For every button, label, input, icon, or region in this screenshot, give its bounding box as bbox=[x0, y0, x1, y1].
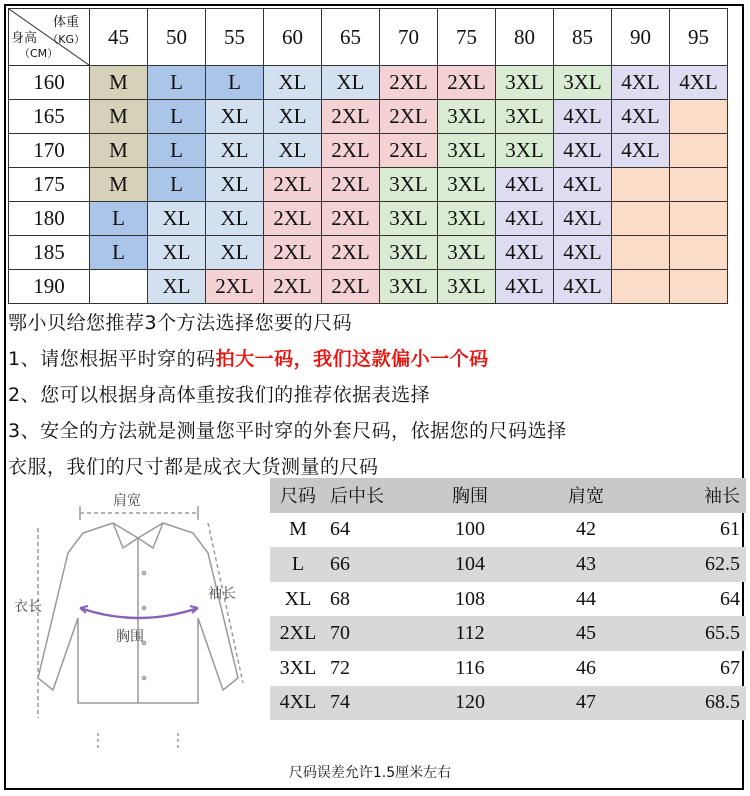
measurement-row bbox=[270, 513, 746, 548]
size-cell: 3XL bbox=[496, 134, 554, 168]
size-cell: 3XL bbox=[380, 236, 438, 270]
measurement-cell: 3XL bbox=[279, 656, 317, 679]
measurement-cell: 100 bbox=[455, 518, 485, 541]
size-cell: 4XL bbox=[496, 202, 554, 236]
size-cell: XL bbox=[322, 66, 380, 100]
size-cell: XL bbox=[264, 66, 322, 100]
measurement-cell: 112 bbox=[418, 616, 522, 651]
size-cell: 4XL bbox=[670, 66, 728, 100]
instruction-1-highlight: 拍大一码，我们这款偏小一个码 bbox=[215, 348, 489, 370]
measurement-cell: 47 bbox=[522, 686, 650, 721]
size-cell: L bbox=[90, 202, 148, 236]
measurement-cell: 120 bbox=[418, 686, 522, 721]
size-cell: XL bbox=[206, 100, 264, 134]
measurement-cell: 46 bbox=[576, 656, 596, 679]
size-cell: XL bbox=[206, 168, 264, 202]
weight-col-header: 80 bbox=[496, 9, 554, 66]
col-size: 尺码 bbox=[270, 478, 326, 513]
size-cell: 2XL bbox=[322, 100, 380, 134]
size-cell bbox=[612, 168, 670, 202]
measurement-row bbox=[270, 547, 746, 582]
size-cell: M bbox=[90, 168, 148, 202]
size-cell: XL bbox=[148, 202, 206, 236]
grid-row bbox=[9, 236, 728, 270]
instruction-2: 2、您可以根据身高体重按我们的推荐依据表选择 bbox=[8, 384, 431, 406]
weight-col-header: 75 bbox=[438, 9, 496, 66]
measurement-cell: 2XL bbox=[270, 616, 326, 651]
size-cell: 3XL bbox=[438, 100, 496, 134]
measurement-cell: 62.5 bbox=[650, 547, 746, 582]
measurement-cell: M bbox=[289, 518, 307, 541]
height-row-header: 180 bbox=[9, 202, 90, 236]
measurement-body bbox=[270, 513, 746, 721]
measurement-cell: 4XL bbox=[270, 686, 326, 721]
col-back-length: 后中长 bbox=[326, 478, 418, 513]
size-cell: M bbox=[90, 100, 148, 134]
size-cell: 2XL bbox=[264, 236, 322, 270]
weight-col-header: 70 bbox=[380, 9, 438, 66]
grid-row bbox=[9, 134, 728, 168]
col-chest: 胸围 bbox=[418, 478, 522, 513]
size-cell: 2XL bbox=[322, 168, 380, 202]
measurement-cell: 74 bbox=[326, 686, 418, 721]
measurement-row bbox=[270, 686, 746, 721]
measurement-row bbox=[270, 651, 746, 686]
size-cell: L bbox=[148, 100, 206, 134]
measurement-cell: 104 bbox=[418, 547, 522, 582]
length-label: 衣长 bbox=[14, 599, 42, 615]
instruction-3: 3、安全的方法就是测量您平时穿的外套尺码，依据您的尺码选择 bbox=[8, 420, 567, 442]
height-unit: （CM） bbox=[19, 47, 59, 60]
size-cell: 4XL bbox=[554, 270, 612, 304]
height-row-header: 175 bbox=[9, 168, 90, 202]
size-cell: 4XL bbox=[554, 202, 612, 236]
size-cell: 2XL bbox=[264, 270, 322, 304]
size-cell: L bbox=[206, 66, 264, 100]
grid-row bbox=[9, 168, 728, 202]
size-cell: 4XL bbox=[612, 134, 670, 168]
grid-body bbox=[9, 66, 728, 304]
height-row-header: 170 bbox=[9, 134, 90, 168]
measurement-cell: 67 bbox=[720, 656, 740, 679]
size-cell: 4XL bbox=[554, 168, 612, 202]
jacket-sketch-icon bbox=[8, 478, 270, 748]
size-cell: 4XL bbox=[612, 100, 670, 134]
size-cell: 2XL bbox=[322, 202, 380, 236]
size-cell bbox=[670, 134, 728, 168]
size-cell: XL bbox=[148, 270, 206, 304]
measurement-header-row bbox=[270, 478, 746, 513]
size-cell: L bbox=[148, 168, 206, 202]
measurement-cell: XL bbox=[284, 587, 312, 610]
size-cell: 2XL bbox=[380, 66, 438, 100]
weight-col-header: 95 bbox=[670, 9, 728, 66]
grid-row bbox=[9, 270, 728, 304]
size-cell: 3XL bbox=[438, 168, 496, 202]
grid-row bbox=[9, 202, 728, 236]
size-recommendation-grid bbox=[8, 8, 728, 304]
measurement-cell: 116 bbox=[455, 656, 485, 679]
shoulder-label: 肩宽 bbox=[113, 493, 141, 509]
size-cell: 4XL bbox=[496, 168, 554, 202]
height-row-header: 165 bbox=[9, 100, 90, 134]
grid-row bbox=[9, 100, 728, 134]
height-label: 身高 bbox=[11, 31, 38, 46]
size-cell bbox=[612, 270, 670, 304]
size-cell: 4XL bbox=[554, 236, 612, 270]
size-cell: 3XL bbox=[438, 270, 496, 304]
size-cell: L bbox=[148, 66, 206, 100]
tolerance-note: 尺码误差允许1.5厘米左右 bbox=[288, 765, 452, 781]
measurement-cell: 45 bbox=[522, 616, 650, 651]
corner-header bbox=[9, 9, 90, 66]
measurement-cell: 72 bbox=[330, 656, 350, 679]
size-cell: L bbox=[148, 134, 206, 168]
measurement-table bbox=[270, 478, 746, 720]
jacket-measure-diagram bbox=[8, 478, 270, 748]
size-cell: 3XL bbox=[380, 270, 438, 304]
col-shoulder: 肩宽 bbox=[522, 478, 650, 513]
size-cell: 2XL bbox=[322, 236, 380, 270]
weight-header-row bbox=[9, 9, 728, 66]
size-cell: 4XL bbox=[496, 236, 554, 270]
size-cell: XL bbox=[148, 236, 206, 270]
measurement-cell: 68 bbox=[330, 587, 350, 610]
size-cell: 3XL bbox=[438, 202, 496, 236]
instruction-1-text: 1、请您根据平时穿的码 bbox=[8, 348, 216, 370]
size-cell: 3XL bbox=[438, 134, 496, 168]
chest-label: 胸围 bbox=[116, 629, 144, 645]
size-cell: 2XL bbox=[264, 168, 322, 202]
size-cell: 4XL bbox=[496, 270, 554, 304]
size-cell: 3XL bbox=[380, 202, 438, 236]
weight-col-header: 65 bbox=[322, 9, 380, 66]
weight-col-header: 45 bbox=[90, 9, 148, 66]
size-cell: 2XL bbox=[322, 270, 380, 304]
measurement-cell: 42 bbox=[576, 518, 596, 541]
size-cell: 3XL bbox=[496, 66, 554, 100]
size-cell: XL bbox=[264, 134, 322, 168]
size-cell bbox=[670, 100, 728, 134]
size-cell: XL bbox=[206, 202, 264, 236]
size-cell bbox=[612, 202, 670, 236]
grid-row bbox=[9, 66, 728, 100]
height-row-header: 185 bbox=[9, 236, 90, 270]
size-cell bbox=[612, 236, 670, 270]
size-cell: 2XL bbox=[380, 134, 438, 168]
measurement-cell: L bbox=[270, 547, 326, 582]
measurement-cell: 68.5 bbox=[650, 686, 746, 721]
col-sleeve: 袖长 bbox=[650, 478, 746, 513]
size-instructions bbox=[8, 305, 738, 485]
measurement-cell: 108 bbox=[455, 587, 485, 610]
measurement-cell: 66 bbox=[326, 547, 418, 582]
weight-col-header: 90 bbox=[612, 9, 670, 66]
instruction-1 bbox=[8, 341, 738, 377]
size-cell bbox=[90, 270, 148, 304]
measurement-row bbox=[270, 616, 746, 651]
measurement-cell: 44 bbox=[576, 587, 596, 610]
size-cell bbox=[670, 168, 728, 202]
size-cell: 3XL bbox=[554, 66, 612, 100]
size-cell: XL bbox=[206, 134, 264, 168]
size-cell bbox=[670, 236, 728, 270]
size-cell: XL bbox=[264, 100, 322, 134]
height-row-header: 190 bbox=[9, 270, 90, 304]
size-cell: 4XL bbox=[554, 134, 612, 168]
size-cell bbox=[670, 202, 728, 236]
measurement-cell: 43 bbox=[522, 547, 650, 582]
size-cell: XL bbox=[206, 236, 264, 270]
weight-unit: （KG） bbox=[47, 33, 85, 46]
size-cell bbox=[670, 270, 728, 304]
size-cell: 4XL bbox=[612, 66, 670, 100]
size-cell: 2XL bbox=[206, 270, 264, 304]
measurement-cell: 64 bbox=[720, 587, 740, 610]
measurement-cell: 64 bbox=[330, 518, 350, 541]
size-cell: 3XL bbox=[438, 236, 496, 270]
weight-label: 体重 bbox=[52, 15, 79, 30]
size-cell: 2XL bbox=[264, 202, 322, 236]
measurement-cell: 70 bbox=[326, 616, 418, 651]
size-cell: M bbox=[90, 66, 148, 100]
measurement-row bbox=[270, 582, 746, 617]
weight-col-header: 55 bbox=[206, 9, 264, 66]
size-cell: L bbox=[90, 236, 148, 270]
size-cell: 2XL bbox=[438, 66, 496, 100]
height-row-header: 160 bbox=[9, 66, 90, 100]
instruction-intro: 鄂小贝给您推荐3个方法选择您要的尺码 bbox=[8, 312, 353, 334]
size-cell: 3XL bbox=[496, 100, 554, 134]
instruction-3-cont: 衣服，我们的尺寸都是成衣大货测量的尺码 bbox=[8, 456, 379, 478]
sleeve-label: 袖长 bbox=[208, 586, 236, 602]
size-cell: 2XL bbox=[322, 134, 380, 168]
size-cell: 3XL bbox=[380, 168, 438, 202]
weight-col-header: 85 bbox=[554, 9, 612, 66]
size-cell: M bbox=[90, 134, 148, 168]
size-cell: 2XL bbox=[380, 100, 438, 134]
size-cell: 4XL bbox=[554, 100, 612, 134]
measurement-cell: 61 bbox=[720, 518, 740, 541]
weight-col-header: 50 bbox=[148, 9, 206, 66]
weight-col-header: 60 bbox=[264, 9, 322, 66]
measurement-cell: 65.5 bbox=[650, 616, 746, 651]
